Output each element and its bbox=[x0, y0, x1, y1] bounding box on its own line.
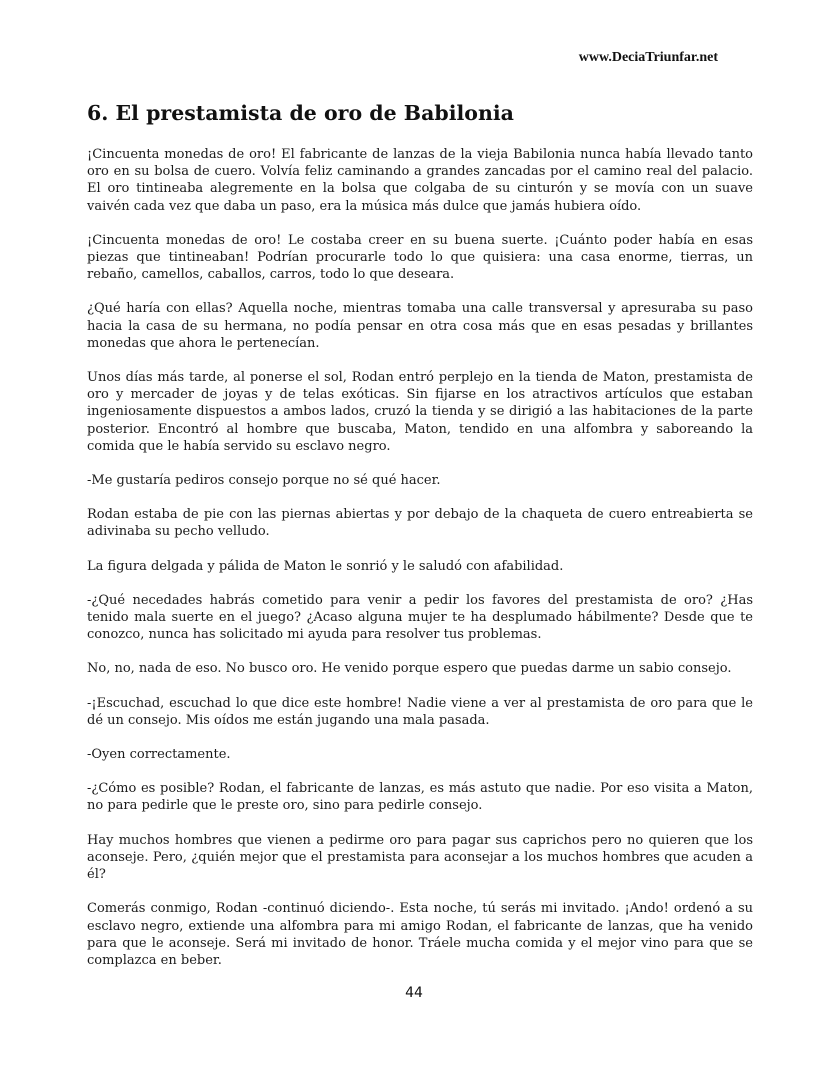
page-number: 44 bbox=[405, 985, 423, 1001]
paragraph: Unos días más tarde, al ponerse el sol, Rodan entró perplejo en la tienda de Maton, prestamista de oro y mercader de joyas y de telas exóticas. Sin fijarse en los atractivos artículos que estaban ingeniosamente dispuestos a ambos lados, cruzó la tienda y se dirigió a las habitaciones de la parte posterior. Encontró al hombre que buscaba, Maton, tendido en una alfombra y saboreando la comida que le había servido su esclavo negro. bbox=[87, 370, 753, 454]
paragraph: La figura delgada y pálida de Maton le sonrió y le saludó con afabilidad. bbox=[87, 558, 564, 574]
paragraph: Hay muchos hombres que vienen a pedirme oro para pagar sus caprichos pero no quieren que los aconseje. Pero, ¿quién mejor que el prestamista para aconsejar a los muchos hombres que acuden a él? bbox=[87, 832, 753, 883]
paragraph: -¿Cómo es posible? Rodan, el fabricante de lanzas, es más astuto que nadie. Por eso visita a Maton, no para pedirle que le preste oro, sino para pedirle consejo. bbox=[87, 781, 753, 814]
chapter-body bbox=[87, 146, 753, 986]
chapter-title: 6. El prestamista de oro de Babilonia bbox=[87, 101, 514, 125]
paragraph: -¡Escuchad, escuchad lo que dice este hombre! Nadie viene a ver al prestamista de oro para que le dé un consejo. Mis oídos me están jugando una mala pasada. bbox=[87, 695, 753, 728]
paragraph: Comerás conmigo, Rodan -continuó diciendo-. Esta noche, tú serás mi invitado. ¡Ando! ordenó a su esclavo negro, extiende una alfombra para mi amigo Rodan, el fabricante de lanzas, que ha venido para que le aconseje. Será mi invitado de honor. Tráele mucha comida y el mejor vino para que se complazca en beber. bbox=[87, 901, 753, 968]
paragraph: -Oyen correctamente. bbox=[87, 747, 231, 763]
paragraph: No, no, nada de eso. No busco oro. He venido porque espero que puedas darme un sabio consejo. bbox=[87, 661, 732, 677]
paragraph: -¿Qué necedades habrás cometido para venir a pedir los favores del prestamista de oro? ¿Has tenido mala suerte en el juego? ¿Acaso alguna mujer te ha desplumado hábilmente? Desde que te conozco, nunca has solicitado mi ayuda para resolver tus problemas. bbox=[87, 592, 753, 643]
paragraph: ¡Cincuenta monedas de oro! El fabricante de lanzas de la vieja Babilonia nunca había llevado tanto oro en su bolsa de cuero. Volvía feliz caminando a grandes zancadas por el camino real del palacio. El oro tintineaba alegremente en la bolsa que colgaba de su cinturón y se movía con un suave vaivén cada vez que daba un paso, era la música más dulce que jamás hubiera oído. bbox=[87, 147, 753, 214]
paragraph: -Me gustaría pediros consejo porque no sé qué hacer. bbox=[87, 473, 441, 489]
paragraph: ¡Cincuenta monedas de oro! Le costaba creer en su buena suerte. ¡Cuánto poder había en esas piezas que tintineaban! Podrían procurarle todo lo que quisiera: una casa enorme, tierras, un rebaño, camellos, caballos, carros, todo lo que deseara. bbox=[87, 232, 753, 283]
paragraph: Rodan estaba de pie con las piernas abiertas y por debajo de la chaqueta de cuero entreabierta se adivinaba su pecho velludo. bbox=[87, 507, 753, 540]
paragraph: ¿Qué haría con ellas? Aquella noche, mientras tomaba una calle transversal y apresuraba su paso hacia la casa de su hermana, no podía pensar en otra cosa más que en esas pesadas y brillantes monedas que ahora le pertenecían. bbox=[87, 301, 753, 351]
header-url: www.DeciaTriunfar.net bbox=[578, 50, 718, 65]
